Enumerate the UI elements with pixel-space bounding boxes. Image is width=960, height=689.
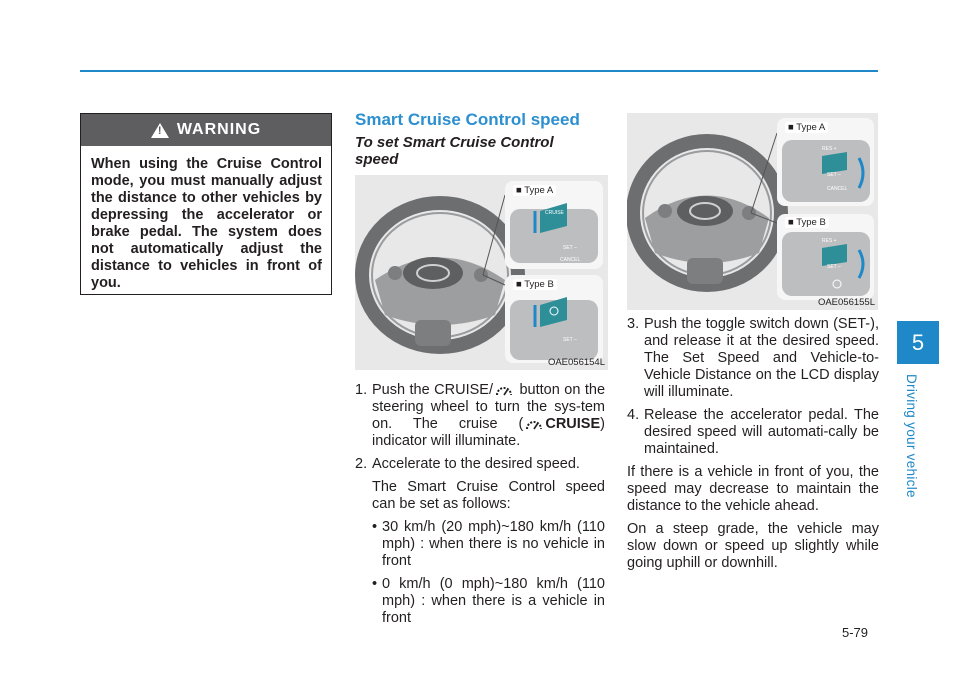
step-text: Push the toggle switch down (SET-), and release it at the desired speed. The Set Speed and Vehicle-to-Vehicle Distance on the LCD display will illuminate. — [644, 316, 879, 400]
svg-text:CANCEL: CANCEL — [560, 257, 581, 263]
svg-text:CRUISE: CRUISE — [545, 210, 564, 216]
type-b-label: ■ Type B — [785, 217, 829, 228]
warning-header — [81, 114, 331, 146]
step-text-part: ) indicator will illuminate. — [372, 416, 605, 449]
warning-text: When using the Cruise Control mode, you must manually adjust the distance to other vehicles by depressing the accelerator or brake pedal. The system does not automatically adjust the distance to vehicles in front of you. — [91, 156, 322, 291]
step-number: 2. — [355, 456, 368, 472]
svg-text:CANCEL: CANCEL — [827, 186, 848, 192]
type-b-label: ■ Type B — [513, 279, 557, 290]
steering-wheel-figure-1 — [355, 175, 608, 370]
svg-text:SET –: SET – — [563, 245, 577, 251]
header-rule — [80, 70, 878, 72]
warning-title: WARNING — [176, 121, 262, 138]
type-a-label: ■ Type A — [513, 185, 556, 196]
speed-intro: The Smart Cruise Control speed can be set as follows: — [372, 479, 605, 512]
step-text-part: button on the steering wheel to turn the sys-tem on. The cruise ( — [372, 382, 606, 432]
chapter-label: Driving your vehicle — [904, 374, 919, 498]
page-number: 5-79 — [842, 625, 869, 640]
speed-range-bullet-2 — [355, 576, 605, 627]
instructions-right-column — [627, 316, 879, 578]
svg-text:SET –: SET – — [827, 172, 841, 178]
section-title: Smart Cruise Control speed — [355, 110, 580, 129]
svg-text:RES +: RES + — [822, 238, 837, 244]
chapter-number-tab: 5 — [897, 321, 939, 364]
step-text — [372, 382, 605, 450]
bullet-dot: • — [372, 519, 378, 535]
cruise-indicator-icon — [525, 417, 543, 431]
step-3 — [627, 316, 879, 401]
paragraph-steep-grade: On a steep grade, the vehicle may slow down or speed up slightly while going uphill or downhill. — [627, 521, 879, 571]
warning-triangle-icon — [151, 123, 169, 138]
step-2 — [355, 456, 605, 473]
step-text-part: Push the CRUISE/ — [372, 382, 493, 398]
step-number: 3. — [627, 316, 640, 332]
bullet-text: 0 km/h (0 mph)~180 km/h (110 mph) : when there is a vehicle in front — [382, 576, 605, 626]
cruise-indicator-text: CRUISE — [545, 416, 601, 432]
speed-range-bullet-1 — [355, 519, 605, 570]
paragraph-vehicle-ahead: If there is a vehicle in front of you, the speed may decrease to maintain the distance to the vehicle ahead. — [627, 464, 879, 514]
bullet-dot: • — [372, 576, 378, 592]
step-text: Release the accelerator pedal. The desired speed will automati-cally be maintained. — [644, 407, 879, 457]
section-subtitle: To set Smart Cruise Control speed — [355, 134, 554, 168]
step-4 — [627, 407, 879, 458]
bullet-text: 30 km/h (20 mph)~180 km/h (110 mph) : when there is no vehicle in front — [382, 519, 605, 569]
steering-wheel-figure-2 — [627, 113, 878, 310]
figure-code: OAE056154L — [547, 357, 605, 368]
type-a-label: ■ Type A — [785, 122, 828, 133]
warning-box — [80, 113, 332, 295]
cruise-speedometer-icon — [495, 383, 513, 397]
figure-code: OAE056155L — [817, 297, 875, 308]
svg-text:SET –: SET – — [563, 337, 577, 343]
svg-text:SET –: SET – — [827, 264, 841, 270]
step-text: Accelerate to the desired speed. — [372, 456, 580, 472]
instructions-middle-column — [355, 382, 605, 633]
step-1 — [355, 382, 605, 450]
step-number: 4. — [627, 407, 640, 423]
svg-text:RES +: RES + — [822, 146, 837, 152]
step-number: 1. — [355, 382, 368, 398]
